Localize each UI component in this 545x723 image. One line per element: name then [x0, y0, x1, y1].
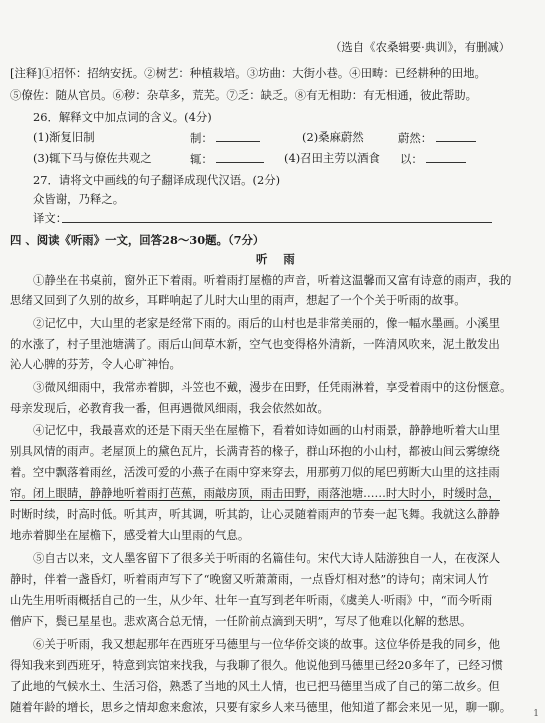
passage-line: 着。空中飘落着雨丝，活泼可爱的小燕子在雨中穿来穿去，用那剪刀似的尾巴剪断大山里的这挂雨: [10, 465, 500, 479]
passage-line: 得知我来到西班牙，特意到宾馆来找我，与我聊了很久。他说他到马德里已经20多年了，已经习惯: [10, 658, 503, 672]
q26-item-1-text: (1)渐复旧制: [33, 130, 95, 144]
q26-item-1-answer: [190, 130, 260, 145]
q27-answer-line[interactable]: [62, 221, 492, 223]
q27-answer-label: 译文：: [33, 211, 68, 225]
passage-line: 时断时续，时高时低。听其声，听其调，听其韵，让心灵随着雨声的节奏一起飞舞。我就这么静静: [10, 507, 500, 521]
passage-line: ②记忆中，大山里的老家是经常下雨的。雨后的山村也是非常美丽的，像一幅水墨画。小溪里: [33, 316, 501, 330]
notes-line-2: ⑤僚佐：随从官员。⑥秽：杂草多，荒芜。⑦乏：缺乏。⑧有无相助：有无相通，彼此帮助。: [10, 88, 478, 102]
passage-line: 僧庐下，鬓已星星也。悲欢离合总无情，一任阶前点滴到天明”，写尽了他难以化解的愁思。: [10, 614, 472, 628]
q26-item-3-word: 辄：: [190, 152, 213, 166]
section4-heading: 四 、阅读《听雨》一文，回答28～30题。（7分）: [10, 233, 265, 247]
passage-line: 随着年龄的增长，思乡之情却愈来愈浓，只要有家乡人来马德里，他知道了都会来见一见，聊一聊。: [10, 700, 512, 714]
notes-line-1: [注释]①招怀：招纳安抚。②树艺：种植栽培。③坊曲：大街小巷。④田畴：已经耕种的田地。: [10, 66, 486, 80]
q27-stem: 27．请将文中画线的句子翻译成现代汉语。(2分): [33, 173, 281, 187]
passage-line: ⑤自古以来，文人墨客留下了很多关于听雨的名篇佳句。宋代大诗人陆游独自一人，在夜深人: [33, 551, 501, 565]
q26-item-1: [33, 130, 95, 144]
q26-item-4: [284, 151, 380, 165]
q26-item-4-blank[interactable]: [426, 151, 466, 163]
q27-sentence: 众皆谢，乃释之。: [33, 192, 125, 206]
q26-item-3: [33, 151, 152, 165]
passage-line: 沁人心脾的芬芳，令人心旷神怡。: [10, 357, 181, 371]
passage-line: ①静坐在书桌前，窗外正下着雨。听着雨打屋檐的声音，听着这温馨而又富有诗意的雨声，我的: [33, 273, 512, 287]
passage-line: 静时，伴着一盏昏灯，听着雨声写下了“晚窗又听萧萧雨，一点昏灯相对愁”的诗句；南宋词人竹: [10, 572, 489, 586]
source-line: （选自《农桑辑要·典训》，有删减）: [330, 40, 511, 54]
q26-item-1-blank[interactable]: [216, 130, 260, 142]
passage-line: 母亲发现后，必教育我一番，但再遇微风细雨，我会依然如故。: [10, 401, 329, 415]
q26-item-1-word: 制：: [190, 131, 213, 145]
passage-line-underlined: 帘。闭上眼睛，静静地听着雨打芭蕉，雨敲房顶，雨击田野，雨落池塘……时大时小，时缓时急，: [10, 486, 500, 500]
q26-item-4-word: 以：: [400, 152, 423, 166]
passage-line: 了此地的气候水土、生活习俗，熟悉了当地的风土人情，也已把马德里当成了自己的第二故乡。但: [10, 679, 500, 693]
passage-title: 听 雨: [256, 252, 301, 266]
q26-item-4-text: (4)召田主劳以酒食: [284, 151, 380, 165]
passage-line: ⑥关于听雨，我又想起那年在西班牙马德里与一位华侨交谈的故事。这位华侨是我的同乡，他: [33, 637, 501, 651]
passage-line: ④记忆中，我最喜欢的还是下雨天坐在屋檐下，看着如诗如画的山村雨景，静静地听着大山里: [33, 423, 501, 437]
q26-item-2-answer: [398, 130, 476, 145]
q26-item-3-blank[interactable]: [216, 151, 264, 163]
passage-line: 山先生用听雨概括自己的一生，从少年、壮年一直写到老年听雨，《虞美人·听雨》中，“而今听雨: [10, 593, 493, 607]
passage-line: 地赤着脚坐在屋檐下，感受着大山里雨的气息。: [10, 528, 250, 542]
q26-item-3-text: (3)辄下马与僚佐共观之: [33, 151, 152, 165]
page-number: 1: [533, 709, 539, 719]
q26-item-2-word: 蔚然：: [398, 131, 433, 145]
passage-line: ③微风细雨中，我常赤着脚，斗笠也不戴，漫步在田野，任凭雨淋着，享受着雨中的这份惬意。: [33, 380, 512, 394]
q26-item-2-text: (2)桑麻蔚然: [302, 130, 364, 144]
passage-line: 思绪又回到了久别的故乡，耳畔响起了儿时大山里的雨声，想起了一个个关于听雨的故事。: [10, 293, 466, 307]
q26-stem: 26．解释文中加点词的含义。(4分): [33, 110, 212, 124]
q26-item-2-blank[interactable]: [436, 130, 476, 142]
q26-item-4-answer: [400, 151, 466, 166]
passage-line: 的水涨了，村子里池塘满了。雨后山间草木新，空气也变得格外清新，一阵清风吹来，泥土散发出: [10, 337, 500, 351]
q26-item-2: [302, 130, 364, 144]
q26-item-3-answer: [190, 151, 264, 166]
passage-line: 别具风情的雨声。老屋顶上的黛色瓦片，长满青苔的椽子，群山环抱的小山村，都被山间云雾缭绕: [10, 444, 500, 458]
